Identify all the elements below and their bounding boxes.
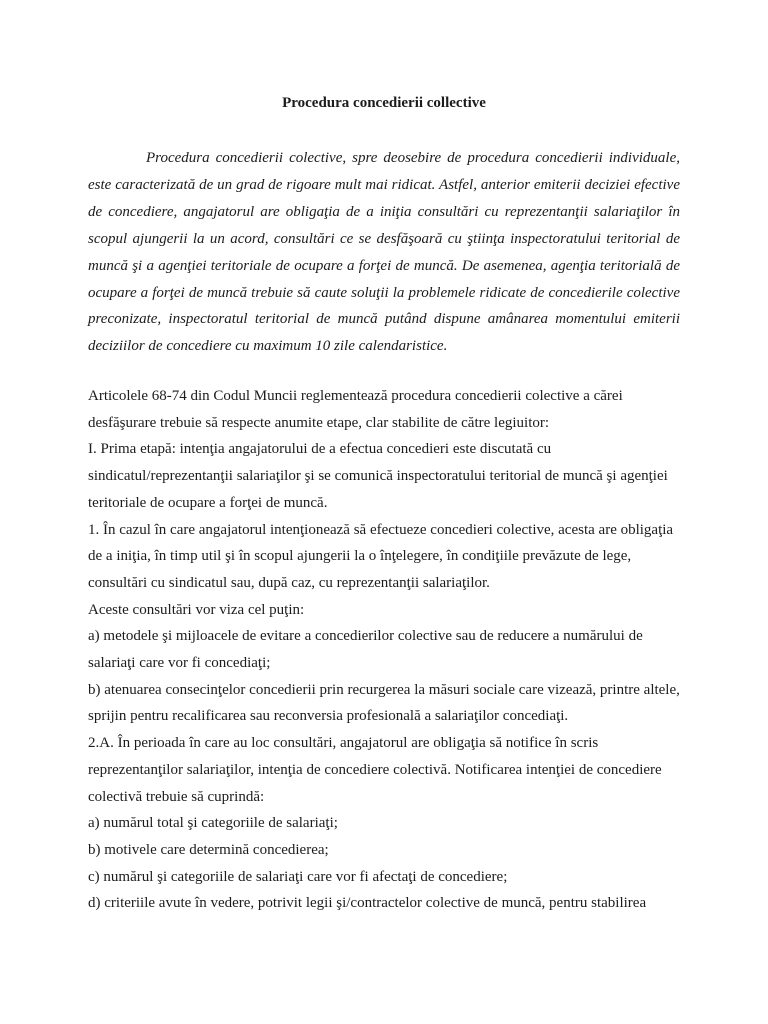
list-item-d-criteria: d) criteriile avute în vedere, potrivit legii şi/contractelor colective de muncă, pentru stabilirea <box>88 895 647 912</box>
list-item-b-reasons: b) motivele care determină concedierea; <box>88 841 329 858</box>
paragraph-point-two-a: 2.A. În perioada în care au loc consultări, angajatorul are obligaţia să notifice în scris reprezentanţilor salariaţilor, intenţia de concediere colectivă. Notificarea intenţiei de concediere colectivă trebuie să cuprindă: <box>88 735 662 805</box>
paragraph-consultations: Aceste consultări vor viza cel puţin: <box>88 601 305 618</box>
intro-paragraph: Procedura concedierii colective, spre deosebire de procedura concedierii individuale, este caracterizată de un grad de rigoare mult mai ridicat. Astfel, anterior emiterii deciziei efective de concediere, angajatorul are obligaţia de a iniţia consultări cu reprezentanţii salariaţilor în scopul ajungerii la un acord, consultări ce se desfăşoară cu ştiinţa inspectoratului teritorial de muncă şi a agenţiei teritoriale de ocupare a forţei de muncă. De asemenea, agenţia teritorială de ocupare a forţei de muncă trebuie să caute soluţii la problemele ridicate de concedierile colective preconizate, inspectoratul teritorial de muncă putând dispune amânarea momentului emiterii deciziilor de concediere cu maximum 10 zile calendaristice. <box>88 150 680 355</box>
document-title: Procedura concedierii collective <box>282 95 486 111</box>
paragraph-point-one: 1. În cazul în care angajatorul intenţionează să efectueze concedieri colective, acesta are obligaţia de a iniţia, în timp util şi în scopul ajungerii la o înţelegere, în condiţiile prevăzute de lege, consultări cu sindicatul sau, după caz, cu reprezentanţii salariaţilor. <box>88 521 674 591</box>
paragraph-stage-one: I. Prima etapă: intenţia angajatorului de a efectua concedieri este discutată cu sindicatul/reprezentanţii salariaţilor şi se comunică inspectoratului teritorial de muncă şi agenţiei teritoriale de ocupare a forţei de muncă. <box>88 441 668 511</box>
paragraph-articles: Articolele 68-74 din Codul Muncii reglementează procedura concedierii colective a cărei desfăşurare trebuie să respecte anumite etape, clar stabilite de către legiuitor: <box>88 388 623 431</box>
list-item-b: b) atenuarea consecinţelor concedierii prin recurgerea la măsuri sociale care vizează, printre altele, sprijin pentru recalificarea sau reconversia profesională a salariaţilor concediaţi. <box>88 681 680 725</box>
list-item-a: a) metodele şi mijloacele de evitare a concedierilor colective sau de reducere a numărului de salariaţi care vor fi concediaţi; <box>88 628 643 672</box>
list-item-a-total: a) numărul total şi categoriile de salariaţi; <box>88 815 338 832</box>
document-body <box>88 383 688 917</box>
list-item-c-affected: c) numărul şi categoriile de salariaţi care vor fi afectaţi de concediere; <box>88 868 508 885</box>
